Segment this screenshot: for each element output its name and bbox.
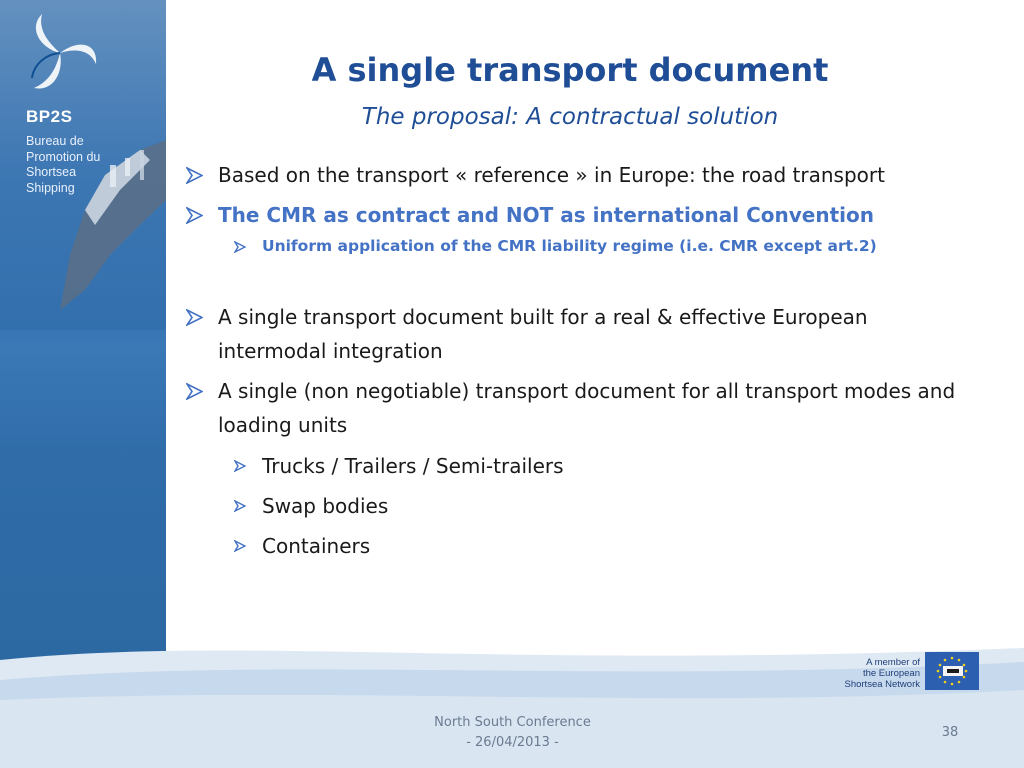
bullet-text: Based on the transport « reference » in Europe: the road transport — [218, 163, 885, 187]
bullet-text: Containers — [262, 534, 371, 558]
bullet-text: Uniform application of the CMR liability regime (i.e. CMR except art.2) — [262, 237, 877, 255]
brand-description — [26, 134, 156, 196]
bullet-text: Swap bodies — [262, 494, 389, 518]
arrow-bullet-icon — [234, 241, 246, 253]
sub-bullet-item — [186, 486, 976, 526]
bullet-text: Trucks / Trailers / Semi-trailers — [262, 454, 564, 478]
bullet-item — [186, 158, 976, 192]
spacer — [186, 260, 976, 300]
arrow-bullet-icon — [186, 309, 203, 326]
brand-line: Shortsea — [26, 165, 77, 179]
arrow-bullet-icon — [234, 460, 246, 472]
brand-line: Promotion du — [26, 149, 101, 164]
bullet-item — [186, 198, 976, 232]
member-line: A member of — [866, 657, 920, 668]
brand-name: BP2S — [26, 107, 73, 126]
brand-line: Bureau de — [26, 134, 84, 148]
slide-subtitle: The proposal: A contractual solution — [361, 104, 779, 130]
sub-bullet-item — [186, 446, 976, 486]
arrow-bullet-icon — [234, 540, 246, 552]
arrow-bullet-icon — [234, 500, 246, 512]
bullet-text: The CMR as contract and NOT as international Convention — [218, 203, 874, 227]
sub-bullet-item — [186, 526, 976, 566]
bullet-item — [186, 300, 976, 368]
bullet-item — [186, 374, 976, 442]
bullet-text: A single transport document built for a real & effective European intermodal integration — [218, 305, 868, 363]
sub-bullet-item — [186, 232, 976, 260]
member-line: the European — [862, 668, 920, 679]
bullet-list — [186, 158, 976, 566]
member-line: Shortsea Network — [844, 679, 920, 690]
bullet-text: A single (non negotiable) transport document for all transport modes and loading units — [218, 379, 956, 437]
member-badge-text — [836, 657, 920, 690]
arrow-bullet-icon — [186, 207, 203, 224]
footer-date: - 26/04/2013 - — [466, 735, 559, 750]
page-number: 38 — [941, 725, 959, 740]
arrow-bullet-icon — [186, 383, 203, 400]
slide-title: A single transport document — [311, 51, 829, 89]
footer-conference: North South Conference — [434, 715, 591, 730]
brand-line: Shipping — [26, 180, 75, 195]
footer-text — [400, 713, 625, 753]
arrow-bullet-icon — [186, 167, 203, 184]
bp2s-logo-icon — [20, 8, 100, 98]
eu-flag-icon — [925, 652, 979, 690]
